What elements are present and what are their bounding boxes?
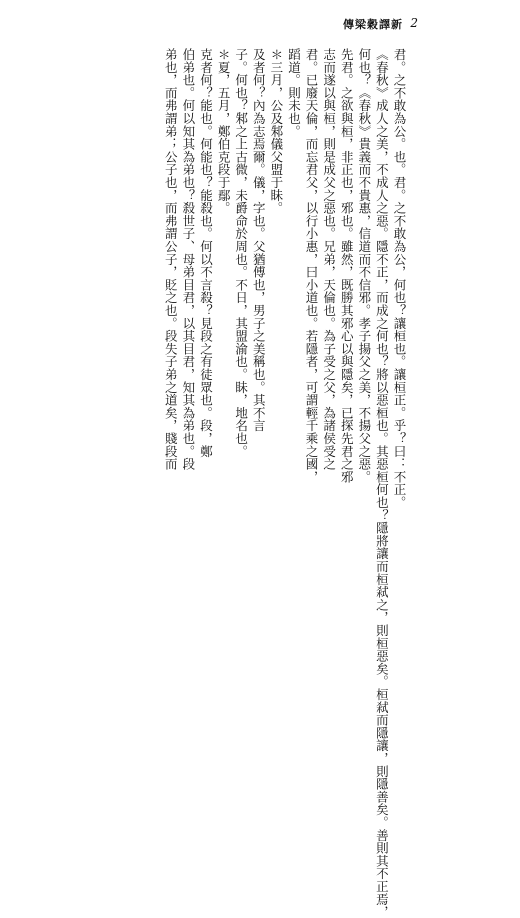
text-column: 克者何？能也。何能也？能殺也。何以不言殺？見段之有徒眾也。段，鄭 [198,48,214,458]
text-column: 子。何也？邾之上古微，未爵命於周也。不日，其盟渝也。眛，地名也。 [233,48,249,458]
text-column: ＊夏，五月，鄭伯克段于鄢。 [216,48,232,215]
text-column: 君。之不敢為公。也。君。之不敢為公，何也？讓桓也。讓桓正。乎？曰：不正。 [392,48,407,509]
text-body [162,48,408,918]
text-column: 蹈道。則未也。 [286,48,302,138]
text-column: 伯弟也。何以知其為弟也？殺世子、母弟目君，以其目君，知其為弟也。段 [180,48,196,471]
page-number: 2 [410,16,418,30]
text-column: 《春秋》成人之美，不成人之惡。隱不正，而成之何也？將以惡桓也。其惡桓何也？隱將讓而桓弒之，則桓惡矣。桓弒而隱讓，則隱善矣。善則其不正焉， [374,48,390,918]
text-column: 弟也，而弗謂弟；公子也，而弗謂公子，貶之也。段失子弟之道矣，賤段而 [163,48,179,471]
text-column: ＊三月，公及邾儀父盟于眛。 [268,48,284,215]
text-column: 及者何？內為志焉爾。儀，字也。父猶傅也，男子之美稱也。其不言 [251,48,267,432]
page-header [0,16,520,36]
text-column: 何也？《春秋》貴義而不貴惠，信道而不信邪。孝子揚父之美，不揚父之惡。 [356,48,372,484]
text-column: 先君。之欲與桓，非正也，邪也。雖然，既勝其邪心以與隱矣，已探先君之邪 [339,48,355,484]
text-column: 君。已廢天倫，而忘君父，以行小惠，曰小道也。若隱者，可謂輕千乘之國， [304,48,320,484]
book-title: 傳梁穀譯新 [343,18,403,31]
text-column: 志而遂以與桓，則是成父之惡也。兄弟，天倫也。為子受之父，為諸侯受之 [321,48,337,471]
